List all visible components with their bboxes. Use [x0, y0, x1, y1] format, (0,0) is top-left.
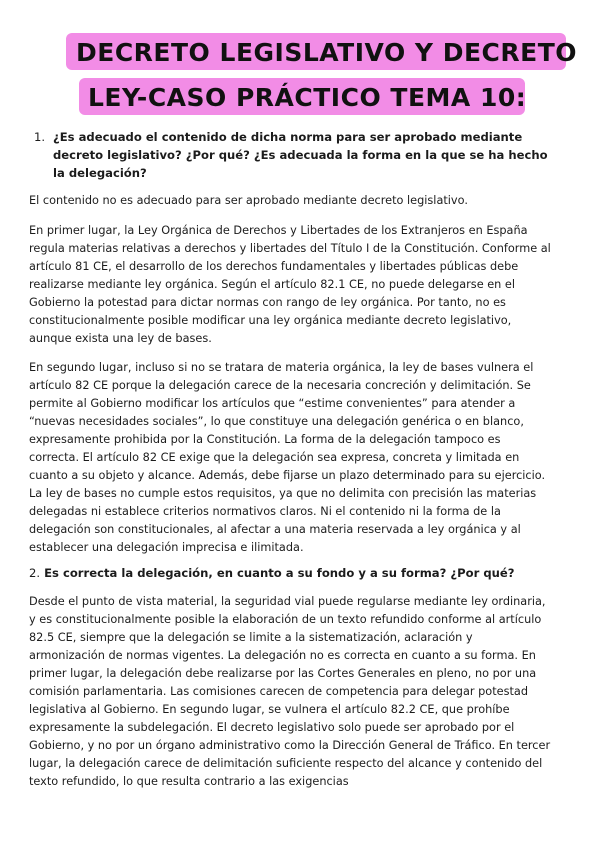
- answer-2-paragraph-1: Desde el punto de vista material, la seguridad vial puede regularse mediante ley ordinaria, y es constitucionalmente posible la elaboración de un texto refundido conforme al artículo 82.5 CE, siempre que la delegación se limite a la sistematización, aclaración y armonización de normas vigentes. La delegación no es correcta en cuanto a su forma. En primer lugar, la delegación debe realizarse por las Cortes Generales en pleno, no por una comisión parlamentaria. Las comisiones carecen de competencia para delegar potestad legislativa al Gobierno. En segundo lugar, se vulnera el artículo 82.2 CE, que prohíbe expresamente la subdelegación. El decreto legislativo solo puede ser aprobado por el Gobierno, y no por un órgano administrativo como la Dirección General de Tráfico. En tercer lugar, la delegación carece de delimitación suficiente respecto del alcance y contenido del texto refundido, lo que resulta contrario a las exigencias: [29, 595, 551, 788]
- title-line-1: DECRETO LEGISLATIVO Y DECRETO: [76, 38, 578, 67]
- question-2-number: 2.: [29, 566, 41, 580]
- answer-1-paragraph-3: En segundo lugar, incluso si no se tratara de materia orgánica, la ley de bases vulnera el artículo 82 CE porque la delegación carece de la necesaria concreción y delimitación. Se permite al Gobierno modificar los artículos que “estime convenientes” para atender a “nuevas necesidades sociales”, lo que constituye una delegación genérica o en blanco, expresamente prohibida por la Constitución. La forma de la delegación tampoco es correcta. El artículo 82 CE exige que la delegación sea expresa, concreta y limitada en cuanto a su objeto y alcance. Además, debe fijarse un plazo determinado para su ejercicio. La ley de bases no cumple estos requisitos, ya que no delimita con precisión las materias delegadas ni establece criterios normativos claros. Ni el contenido ni la forma de la delegación son constitucionales, al afectar a una materia reservada a ley orgánica y al establecer una delegación imprecisa e ilimitada.: [29, 361, 546, 554]
- title-line-2: LEY-CASO PRÁCTICO TEMA 10:: [88, 83, 527, 112]
- question-2: [29, 564, 551, 582]
- question-1-text: ¿Es adecuado el contenido de dicha norma para ser aprobado mediante decreto legislativo? ¿Por qué? ¿Es adecuada la forma en la que se ha hecho la delegación?: [53, 130, 548, 180]
- question-1-number: 1.: [34, 130, 46, 144]
- question-2-text: Es correcta la delegación, en cuanto a su fondo y a su forma? ¿Por qué?: [44, 566, 515, 580]
- answer-1-paragraph-2: En primer lugar, la Ley Orgánica de Derechos y Libertades de los Extranjeros en España regula materias relativas a derechos y libertades del Título I de la Constitución. Conforme al artículo 81 CE, el desarrollo de los derechos fundamentales y libertades públicas debe realizarse mediante ley orgánica. Según el artículo 82.1 CE, no puede delegarse en el Gobierno la potestad para dictar normas con rango de ley orgánica. Por tanto, no es constitucionalmente posible modificar una ley orgánica mediante decreto legislativo, aunque exista una ley de bases.: [29, 224, 551, 345]
- answer-1-paragraph-1: El contenido no es adecuado para ser aprobado mediante decreto legislativo.: [29, 194, 468, 207]
